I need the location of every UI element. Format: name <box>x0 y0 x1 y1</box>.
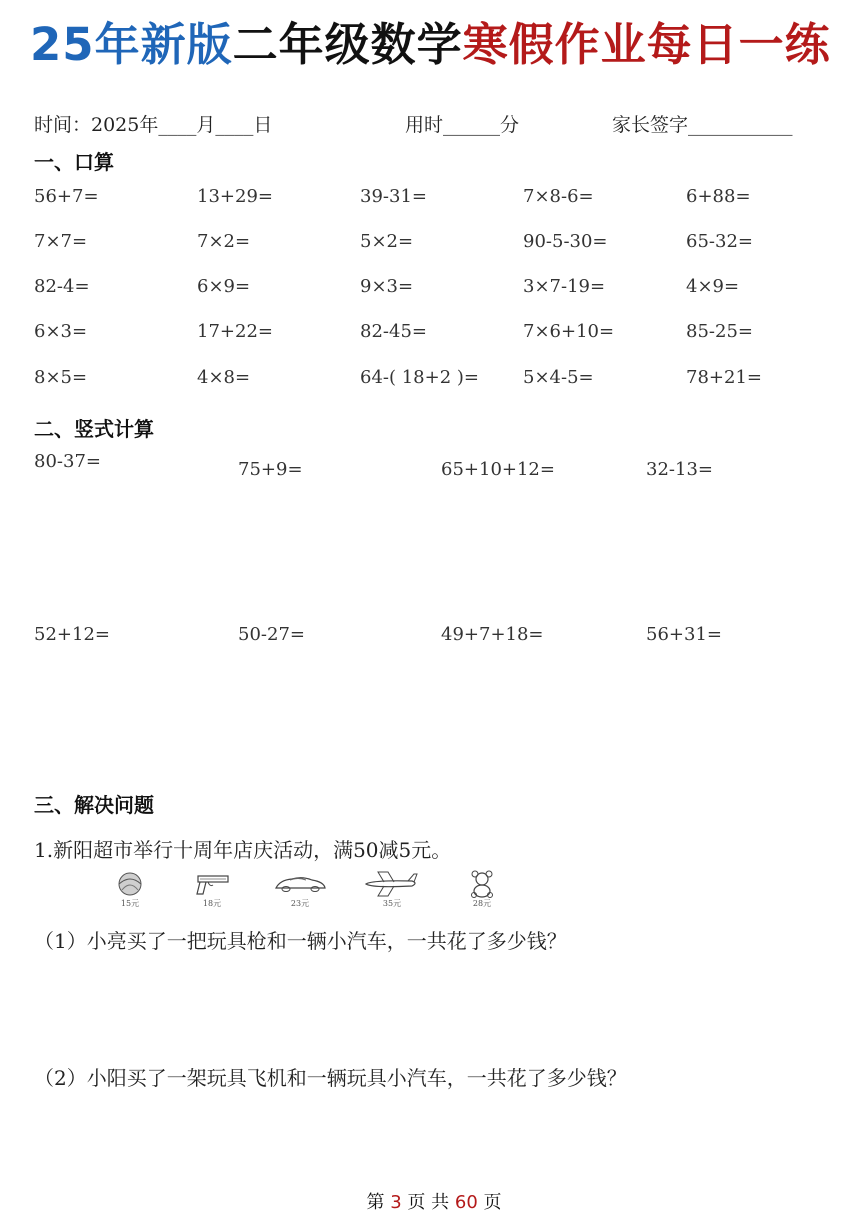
mental-calc-item: 6×3= <box>34 321 88 342</box>
date-field: 时间：2025年____月____日 <box>34 114 273 136</box>
footer-suffix: 页 <box>483 1192 502 1213</box>
mental-calc-item: 5×4-5= <box>523 367 594 388</box>
problem-intro: 1.新阳超市举行十周年店庆活动，满50减5元。 <box>34 838 452 862</box>
price-label: 35元 <box>382 899 402 908</box>
mental-calc-item: 39-31= <box>360 186 427 207</box>
mental-calc-item: 4×9= <box>686 276 740 297</box>
mental-calc-item: 5×2= <box>360 231 414 252</box>
mental-calc-item: 7×6+10= <box>523 321 615 342</box>
vertical-calc-item: 80-37= <box>34 451 101 472</box>
mental-calc-item: 6×9= <box>197 276 251 297</box>
vertical-calc-item: 32-13= <box>646 459 713 480</box>
page-title <box>30 18 831 71</box>
mental-calc-item: 82-45= <box>360 321 427 342</box>
mental-calc-item: 3×7-19= <box>523 276 606 297</box>
vertical-calc-item: 49+7+18= <box>441 624 544 645</box>
mental-calc-item: 7×8-6= <box>523 186 594 207</box>
question-1: （1）小亮买了一把玩具枪和一辆小汽车，一共花了多少钱？ <box>34 929 567 953</box>
section1-heading: 一、口算 <box>34 150 114 174</box>
mental-calc-item: 8×5= <box>34 367 88 388</box>
footer-prefix: 第 <box>366 1192 385 1213</box>
price-label: 28元 <box>472 899 492 908</box>
product-toy-airplane <box>362 868 422 908</box>
footer-middle: 页 共 <box>407 1192 450 1213</box>
mental-calc-item: 7×2= <box>197 231 251 252</box>
price-label: 23元 <box>290 899 310 908</box>
vertical-calc-item: 50-27= <box>238 624 305 645</box>
title-part-black: 二年级数学 <box>232 18 463 71</box>
mental-calc-item: 82-4= <box>34 276 90 297</box>
product-toy-car <box>270 868 330 908</box>
section2-heading: 二、竖式计算 <box>34 417 154 441</box>
product-ball <box>100 868 160 908</box>
mental-calc-item: 56+7= <box>34 186 99 207</box>
mental-calc-item: 65-32= <box>686 231 753 252</box>
product-teddy-bear <box>452 868 512 908</box>
mental-calc-item: 90-5-30= <box>523 231 608 252</box>
price-label: 15元 <box>120 899 140 908</box>
mental-calc-item: 4×8= <box>197 367 251 388</box>
mental-calc-item: 17+22= <box>197 321 273 342</box>
mental-calc-item: 6+88= <box>686 186 751 207</box>
vertical-calc-item: 52+12= <box>34 624 110 645</box>
mental-calc-item: 64-( 18+2 )= <box>360 367 479 388</box>
ball-icon <box>100 868 160 900</box>
price-label: 18元 <box>202 899 222 908</box>
mental-calc-item: 78+21= <box>686 367 762 388</box>
title-part-blue: 25年新版 <box>30 18 233 71</box>
duration-field: 用时______分 <box>405 114 520 136</box>
total-page-number: 60 <box>454 1192 478 1213</box>
vertical-calc-item: 65+10+12= <box>441 459 555 480</box>
section3-heading: 三、解决问题 <box>34 793 154 817</box>
vertical-calc-item: 56+31= <box>646 624 722 645</box>
vertical-calc-item: 75+9= <box>238 459 303 480</box>
page-footer <box>0 1188 868 1214</box>
toy-car-icon <box>270 868 330 900</box>
teddy-bear-icon <box>452 868 512 900</box>
toy-gun-icon <box>182 868 242 900</box>
mental-calc-item: 85-25= <box>686 321 753 342</box>
signature-field: 家长签字___________ <box>612 114 793 136</box>
mental-calc-item: 7×7= <box>34 231 88 252</box>
mental-calc-item: 9×3= <box>360 276 414 297</box>
question-2: （2）小阳买了一架玩具飞机和一辆玩具小汽车，一共花了多少钱？ <box>34 1066 627 1090</box>
product-toy-gun <box>182 868 242 908</box>
mental-calc-item: 13+29= <box>197 186 273 207</box>
title-part-red: 寒假作业每日一练 <box>462 18 831 71</box>
current-page-number: 3 <box>390 1192 402 1213</box>
toy-airplane-icon <box>362 868 422 900</box>
